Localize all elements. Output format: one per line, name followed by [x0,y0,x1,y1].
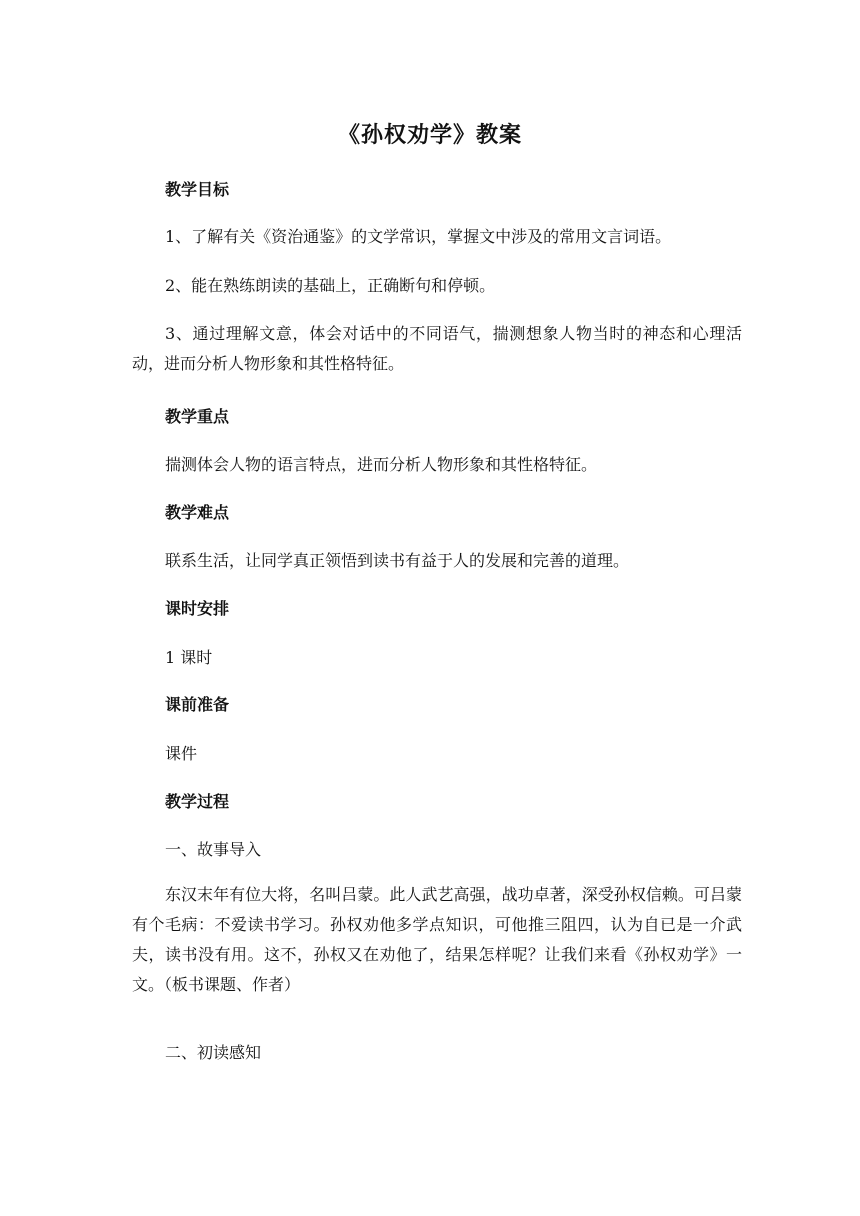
goal-item-2: 2、能在熟练朗读的基础上，正确断句和停顿。 [165,276,496,295]
section-heading-prep: 课前准备 [165,695,230,714]
step-1-heading: 一、故事导入 [165,840,262,859]
step-2-heading: 二、初读感知 [165,1043,262,1062]
section-heading-schedule: 课时安排 [165,599,230,618]
section-heading-key: 教学重点 [165,407,230,426]
key-text: 揣测体会人物的语言特点，进而分析人物形象和其性格特征。 [165,455,598,474]
document-title: 《孙权劝学》教案 [337,123,522,148]
section-heading-process: 教学过程 [165,792,230,811]
schedule-text: 1 课时 [165,648,213,667]
section-heading-goals: 教学目标 [165,180,230,199]
goal-item-1: 1、了解有关《资治通鉴》的文学常识，掌握文中涉及的常用文言词语。 [165,227,672,246]
difficult-text: 联系生活，让同学真正领悟到读书有益于人的发展和完善的道理。 [165,551,630,570]
goal-item-3: 3、通过理解文意，体会对话中的不同语气，揣测想象人物当时的神态和心理活动，进而分析人物形象和其性格特征。 [132,324,742,373]
step-1-text: 东汉末年有位大将，名叫吕蒙。此人武艺高强，战功卓著，深受孙权信赖。可吕蒙有个毛病：不爱读书学习。孙权劝他多学点知识，可他推三阻四，认为自已是一介武夫，读书没有用。这不，孙权又在劝他了，结果怎样呢？让我们来看《孙权劝学》一文。（板书课题、作者） [132,885,742,994]
prep-text: 课件 [165,744,198,763]
section-heading-difficult: 教学难点 [165,503,230,522]
